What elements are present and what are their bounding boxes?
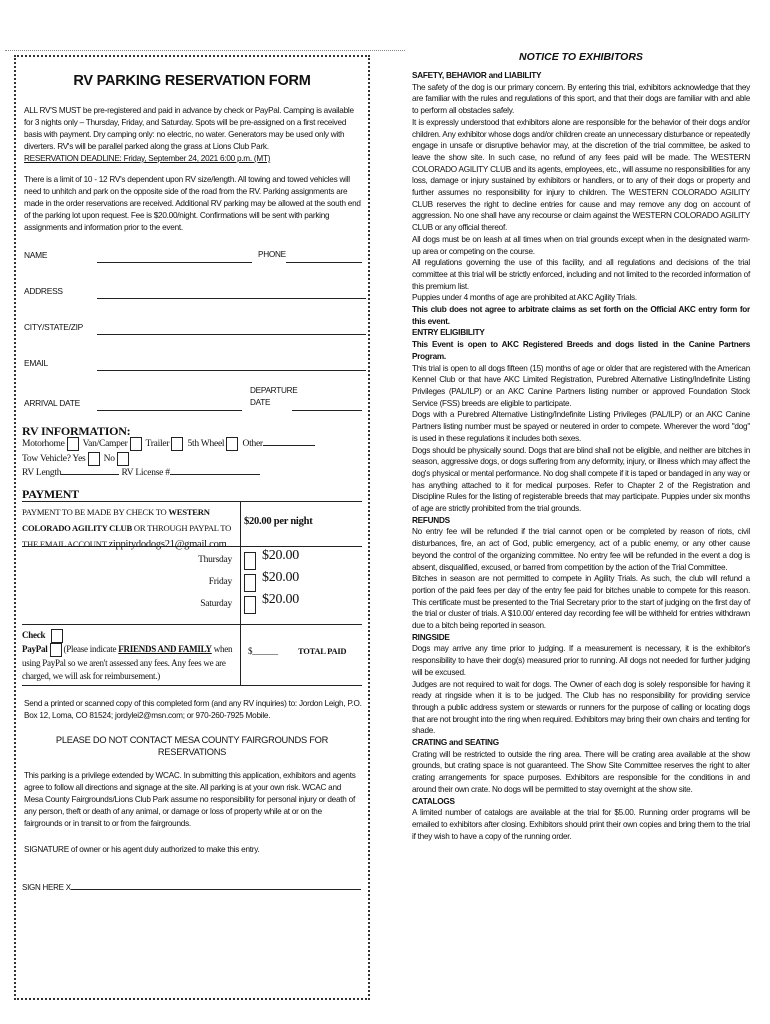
notice-paragraph: All regulations governing the use of this facility, and all regulations and decisions of the trial committee at this trial will be strictly enforced, including and not limited to the recorded information of this premium list. [412, 258, 750, 291]
night-day: Thursday [198, 555, 232, 565]
section-heading: ENTRY ELIGIBILITY [412, 328, 485, 338]
limit-paragraph: There is a limit of 10 - 12 RV's dependent upon RV size/length. All towing and towed vehicles will need to unhitch and park on the opposite side of the road from the RV. Parking assignments are made in the order reservations are received. Additional RV parking may be allowed at the south end of the parking lot upon request. Fee is $20.00/night. Confirmations will be sent with parking assignments and information prior to the event. [24, 175, 361, 232]
license-field[interactable] [170, 474, 260, 475]
notice-paragraph: All dogs must be on leash at all times when on trial grounds except when in the designated warm-up area or competing on the course. [412, 234, 750, 256]
notice-paragraph: Dogs should be physically sound. Dogs that are blind shall not be eligible, and neither are bitches in season, aggressive dogs, or dogs suffering from any deformity, injury, or illness which may affect the dog's physical or mental performance. No dog shall compete if it is taped or bandaged in any way or has anything attached to it for medical purposes. Refer to Chapter 2 of the Registration and Discipline Rules for the listing of registerable breeds that may participate. Puppies under six months of age are strictly prohibited from the trial grounds. [412, 445, 750, 514]
rv-form [14, 55, 370, 1000]
trailer-checkbox[interactable] [171, 437, 183, 451]
payment-instructions: PAYMENT TO BE MADE BY CHECK TO WESTERN COLORADO AGILITY CLUB OR THROUGH PAYPAL TO THE EMAIL ACCOUNT zippitydodogs21@gmail.com [22, 507, 232, 550]
notice-paragraph: Judges are not required to wait for dogs. The Owner of each dog is solely responsible for having it ready at ringside when it is to be judged. The Club has no responsibility for providing service through a public address system or stewards or runners for the purpose of calling or locating dogs that are not brought into the ring when required. Exhibitors may bring their own chairs and tenting for shade. [412, 679, 750, 736]
notice-paragraph: Crating will be restricted to outside the ring area. There will be crating area available at the show grounds, but crating space is not guaranteed. The Show Site Committee reserves the right to alter crating arrangements for space purposes. Exhibitors are responsible for the conditions in and around their own crate. No dogs will be permitted to stay overnight at the show site. [412, 749, 750, 794]
check-checkbox[interactable] [51, 629, 63, 643]
notice-to-exhibitors [412, 70, 750, 842]
payment-table [22, 502, 362, 624]
phone-field[interactable] [286, 262, 362, 263]
signature-note: SIGNATURE of owner or his agent duly authorized to make this entry. [24, 845, 260, 854]
address-label: ADDRESS [24, 286, 63, 296]
arrival-field[interactable] [97, 410, 242, 411]
length-row: RV Length RV License # [22, 467, 362, 482]
city-row [22, 305, 362, 341]
other-field[interactable] [263, 445, 315, 446]
section-heading: SAFETY, BEHAVIOR and LIABILITY [412, 71, 542, 80]
notice-paragraph: This Event is open to AKC Registered Breeds and dogs listed in the Canine Partners Program. [412, 340, 750, 361]
notice-paragraph: This trial is open to all dogs fifteen (15) months of age or older that are registered with the American Kennel Club or that have AKC Limited Registration, Purebred Alternative Listing/Indefinite Listing Privileges (PAL/ILP) or an AKC Canine Partners listing number or approved Foundation Stock Service (FSS) breeds are eligible to participate. [412, 363, 750, 408]
method-table: Check PayPal (Please indicate FRIENDS AND FAMILY when using PayPal so we aren't assessed any fees. Any fees we are charged, we will ask for reimbursement.) $______ TOTAL PAID [22, 624, 362, 686]
city-field[interactable] [97, 334, 366, 335]
night-row [22, 550, 362, 572]
night-row [22, 594, 362, 616]
send-to: Send a printed or scanned copy of this completed form (and any RV inquiries) to: Jordon Leigh, P.O. Box 12, Loma, CO 81524; jordylei2@msn.com; or 970-260-7925 Mobile. [24, 699, 362, 720]
intro-paragraph: ALL RV'S MUST be pre-registered and paid in advance by check or PayPal. Camping is available for 3 nights only – Thursday, Friday, and Saturday. Spots will be pre-assigned on a first received basis with payment. Dry camping only: no electric, no water. Generators may be used only with diverters. RV's will be parallel parked along the grass at Lions Club Park. RESERVATION DEADLINE: Friday, September 24, 2021 6:00 p.m. (MT) [24, 106, 354, 163]
notice-paragraph: No entry fee will be refunded if the trial cannot open or be completed by reason of riots, civil disturbances, fire, an act of God, public emergency, act of a public enemy, or any other cause beyond the control of the organizing committee. No entry fee will be refunded in the event a dog is absent, disqualified, excused, or barred from competition by the action of the Trial Committee. [412, 527, 750, 572]
arrival-label: ARRIVAL DATE [24, 398, 80, 408]
rv-info-title: RV INFORMATION: [22, 424, 131, 438]
night-checkbox[interactable] [244, 552, 256, 570]
notice-paragraph: Dogs may arrive any time prior to judging. If a measurement is necessary, it is the exhibitor's responsibility to have their dog(s) measured prior to running. All dogs not needed for further judging will be excused. [412, 644, 750, 677]
total-label: TOTAL PAID [298, 646, 347, 656]
notice-paragraph: Puppies under 4 months of age are prohibited at AKC Agility Trials. [412, 293, 637, 303]
email-label: EMAIL [24, 358, 48, 368]
top-border [5, 50, 405, 51]
paypal-email: zippitydodogs21@gmail.com [108, 539, 227, 550]
departure-field[interactable] [292, 410, 362, 411]
night-day: Saturday [200, 599, 232, 609]
city-label: CITY/STATE/ZIP [24, 322, 84, 332]
notice-paragraph: The safety of the dog is our primary concern. By entering this trial, exhibitors acknowledge that they are familiar with the rules and regulations of this sport, and that their dogs are familiar with and able to perform all obstacles safely. [412, 82, 750, 116]
sign-here: SIGN HERE X [22, 882, 362, 894]
notice-title: NOTICE TO EXHIBITORS [519, 51, 643, 63]
section-heading: REFUNDS [412, 515, 450, 525]
phone-label: PHONE [258, 250, 286, 259]
email-field[interactable] [97, 370, 366, 371]
length-field[interactable] [61, 474, 119, 475]
privilege-text: This parking is a privilege extended by WCAC. In submitting this application, exhibitors and agents agree to follow all directions and signage at the site. All parking is at your own risk. WCAC and Mesa County Fairgrounds/Lions Club Park assume no responsibility for personal injury or death of any person, theft or death of any animal, or damage or loss of property while at or on the fairgrounds or in transit to or from the fairgrounds. [24, 771, 356, 828]
no-contact: PLEASE DO NOT CONTACT MESA COUNTY FAIRGROUNDS FOR RESERVATIONS [55, 735, 329, 757]
notice-paragraph: Bitches in season are not permitted to compete in Agility Trials. As such, the club will refund a portion of the paid fees per day of the entry fee paid for bitches unable to compete for this reason. This certificate must be presented to the Trial Secretary prior to the start of judging on the first day of the trial or cluster of trials. A $10.00/ entered day recording fee will be withheld for entries withdrawn due to a bitch being reported in season. [412, 574, 750, 631]
section-heading: CATALOGS [412, 796, 455, 806]
signature-field[interactable] [71, 889, 361, 890]
notice-paragraph: A limited number of catalogs are available at the trial for $5.00. Running order programs will be emailed to exhibitors after closing. Exhibitors should print their own copies and bring them to the trial if they wish to have a copy of the running order. [412, 808, 750, 841]
night-amount: $20.00 [262, 548, 299, 563]
night-row [22, 572, 362, 594]
name-phone-row [22, 243, 362, 269]
rv-type-row: Motorhome Van/Camper Trailer 5th Wheel Other [22, 437, 362, 452]
dates-row [22, 377, 362, 417]
notice-paragraph: It is expressly understood that exhibitors alone are responsible for the behavior of their dogs and/or children. Any exhibitor whose dogs and/or children create an unnecessary disturbance or repeatedly engage in unsafe or disruptive behavior may, at the discretion of the trial committee, be asked to leave the show site. In such case, no refund of any fees paid will be made. The WESTERN COLORADO AGILITY CLUB and its agents, employees, etc., will assume no responsibilities for any loss, damage or injury sustained by exhibitors or handlers, or to any of their dogs or property and further assumes no responsibility for injury to children. The WESTERN COLORADO AGILITY CLUB reserves the right to decline entries for cause and may remove any dog on account of aggression. No one shall have any recourse or claim against the WESTERN COLORADO AGILITY CLUB or any official thereof. [412, 117, 750, 233]
name-label: NAME [24, 250, 48, 260]
tow-yes-checkbox[interactable] [88, 452, 100, 466]
name-field[interactable] [97, 262, 252, 263]
payment-title: PAYMENT [22, 488, 362, 502]
section-heading: RINGSIDE [412, 632, 450, 642]
tow-row: Tow Vehicle? Yes No [22, 452, 362, 467]
night-checkbox[interactable] [244, 574, 256, 592]
night-amount: $20.00 [262, 592, 299, 607]
rate: $20.00 per night [244, 516, 313, 527]
night-day: Friday [208, 577, 232, 587]
tow-no-checkbox[interactable] [117, 452, 129, 466]
fifth-wheel-checkbox[interactable] [226, 437, 238, 451]
paypal-checkbox[interactable] [50, 643, 62, 657]
form-title: RV PARKING RESERVATION FORM [73, 73, 311, 89]
address-field[interactable] [97, 298, 366, 299]
night-amount: $20.00 [262, 570, 299, 585]
notice-paragraph: This club does not agree to arbitrate claims as set forth on the Official AKC entry form for this event. [412, 305, 750, 326]
notice-paragraph: Dogs with a Purebred Alternative Listing/Indefinite Listing Privileges (PAL/ILP) or an AKC Canine Partners listing number must be spayed or neutered in order to compete. Wherever the word "dog" is used in these regulations it includes both sexes. [412, 410, 750, 443]
total-amount[interactable]: $______ [248, 646, 278, 656]
email-row [22, 341, 362, 377]
section-heading: CRATING and SEATING [412, 738, 499, 748]
deadline: RESERVATION DEADLINE: Friday, September 24, 2021 6:00 p.m. (MT) [24, 154, 271, 163]
motorhome-checkbox[interactable] [67, 437, 79, 451]
departure-label: DEPARTURE DATE [250, 386, 298, 407]
night-checkbox[interactable] [244, 596, 256, 614]
nights-list [22, 550, 362, 616]
van-checkbox[interactable] [130, 437, 142, 451]
address-row [22, 269, 362, 305]
